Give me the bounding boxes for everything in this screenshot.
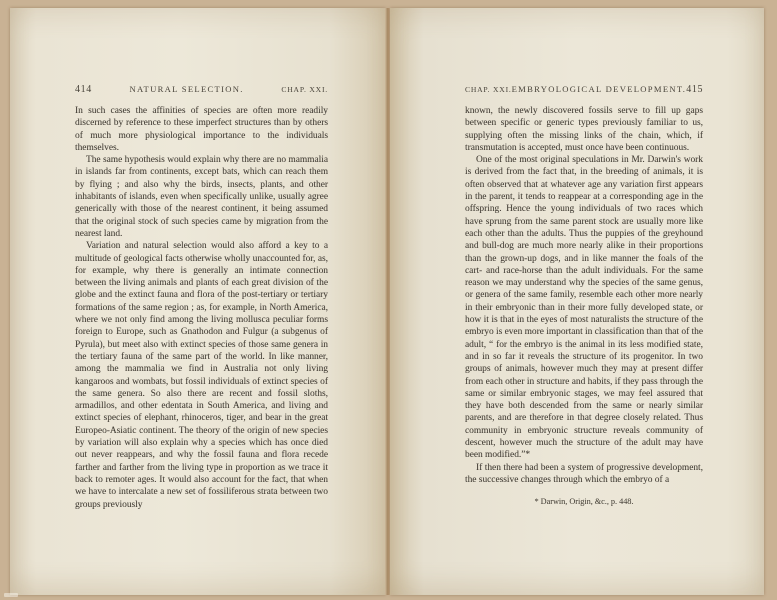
right-page-body [465, 105, 703, 509]
left-page-header [75, 84, 328, 95]
left-page-body [75, 105, 328, 511]
left-chapter-label: CHAP. XXI. [281, 85, 328, 94]
left-page-number: 414 [75, 84, 92, 95]
right-chapter-label: CHAP. XXI. [465, 85, 512, 94]
right-running-title: EMBRYOLOGICAL DEVELOPMENT. [511, 84, 687, 94]
right-page-number: 415 [686, 84, 704, 95]
footnote: * Darwin, Origin, &c., p. 448. [534, 497, 634, 507]
paragraph: In such cases the affinities of species are often more readily discerned by reference to these imperfect structures than by others of much more physiological importance to the individuals themselves. [75, 106, 328, 153]
right-page-header [465, 84, 703, 95]
paragraph: The same hypothesis would explain why there are no mammalia in islands far from continents, except bats, which can reach them by flying ; and also why the birds, insects, plants, and other inhabitants of islands, even when specifically unlike, usually agree generically with those of the nearest continent, it being assumed that the original stock of such species came by migration from the nearest land. [75, 155, 328, 239]
right-page-text [465, 105, 703, 486]
left-running-title: NATURAL SELECTION. [129, 84, 244, 94]
paragraph: If then there had been a system of progressive development, the successive changes through which the embryo of a [465, 462, 703, 485]
paragraph: known, the newly discovered fossils serve to fill up gaps between specific or generic types previously familiar to us, supplying often the missing links of the chain, which, if transmutation is accepted, must once have been continuous. [465, 106, 703, 153]
scan-artifact [4, 593, 18, 597]
left-page [10, 8, 386, 595]
left-page-text [75, 105, 328, 511]
paragraph: Variation and natural selection would also afford a key to a multitude of geological facts otherwise wholly unaccounted for, as, for example, why there is generally an intimate connection between the living animals and plants of each great division of the globe and the extinct fauna and flora of the post-tertiary or tertiary formations of the same region ; as, for example, in North America, where we not only find among the living mollusca peculiar forms foreign to Europe, such as Gnathodon and Fulgur (a subgenus of Pyrula), but meet also with extinct species of those same genera in the tertiary fauna of the same part of the world. In like manner, among the mammalia we find in Australia not only living kangaroos and wombats, but fossil individuals of extinct species of the same genera. So also there are recent and fossil sloths, armadillos, and other edentata in South America, and living and extinct species of elephant, rhinoceros, tiger, and bear in the great Europeo-Asiatic continent. The theory of the origin of new species by variation will also explain why a species which has once died out never reappears, and why the fossil fauna and flora recede farther and farther from the living type in proportion as we trace it back to remoter ages. It would also account for the fact, that when we have to intercalate a new set of fossiliferous strata between two groups previously [75, 241, 328, 510]
paragraph: One of the most original speculations in Mr. Darwin's work is derived from the fact that, in the breeding of animals, it is often observed that at whatever age any variation first appears in the parent, it tends to reappear at a corresponding age in the offspring. Hence the young individuals of two races which have sprung from the same parent stock are usually more like each other than the adults. Thus the puppies of the greyhound and bull-dog are much more nearly alike in their proportions than the grown-up dogs, and in like manner the foals of the cart- and race-horse than the adult individuals. For the same reason we may understand why the species of the same genus, or genera of the same family, resemble each other more nearly in their embryonic than in their more fully developed state, or how it is that in the eyes of most naturalists the structure of the embryo is even more important in classification than that of the adult, “ for the embryo is the animal in its less modified state, and in so far it reveals the structure of its progenitor. In two groups of animals, however much they may at present differ from each other in structure and habits, if they pass through the same or similar embryonic stages, we may feel assured that they have both descended from the same or nearly similar parents, and are therefore in that degree closely related. Thus community in embryonic structure reveals community of descent, however much the structure of the adult may have been modified.”* [465, 155, 703, 461]
right-page [390, 8, 764, 595]
